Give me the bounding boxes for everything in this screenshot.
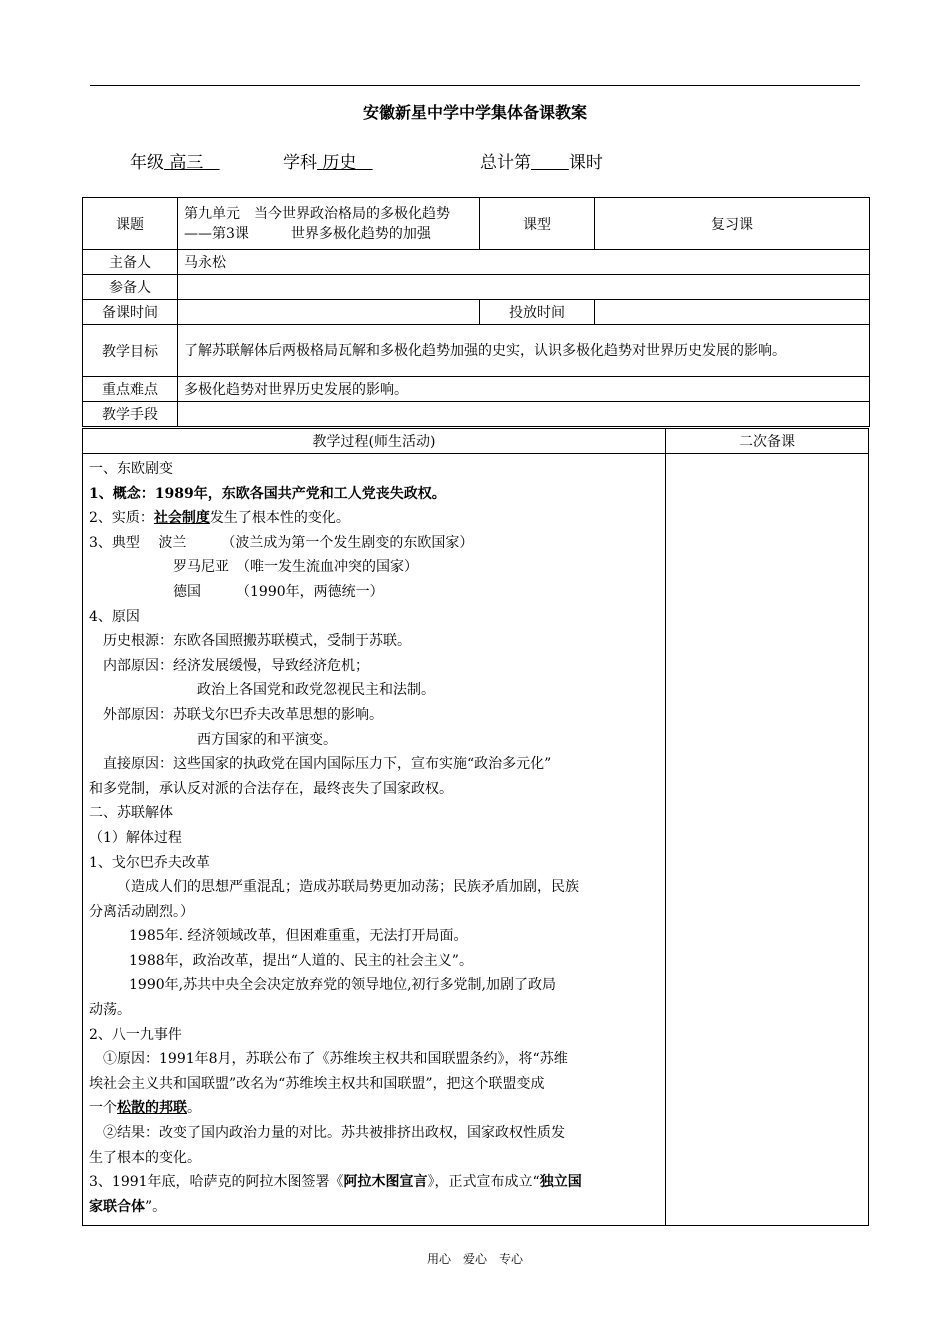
text-line: 一个松散的邦联。 (89, 1100, 201, 1117)
key-points-label: 重点难点 (83, 377, 178, 402)
prep-time-value (178, 300, 480, 325)
column-divider (665, 429, 666, 1225)
text-line: 历史根源：东欧各国照搬苏联模式，受制于苏联。 (103, 633, 411, 650)
text-line: 动荡。 (89, 1002, 131, 1019)
page-footer: 用心 爱心 专心 (426, 1252, 523, 1266)
top-rule (90, 85, 860, 86)
text-line: 1990年,苏共中央全会决定放弃党的领导地位,初行多党制,加剧了政局 (129, 977, 556, 994)
section-heading: 二、苏联解体 (89, 805, 173, 822)
subject-field (283, 148, 373, 173)
text-line: 2、实质：社会制度发生了根本性的变化。 (89, 510, 350, 527)
text-line: （造成人们的思想严重混乱；造成苏联局势更加动荡；民族矛盾加剧，民族 (117, 879, 579, 896)
type-label: 课型 (480, 198, 595, 250)
process-header: 教学过程(师生活动) (312, 434, 436, 450)
co-preparer-label: 参备人 (83, 275, 178, 300)
text-line: 和多党制，承认反对派的合法存在，最终丧失了国家政权。 (89, 780, 453, 797)
text-line: 罗马尼亚 （唯一发生流血冲突的国家） (173, 559, 418, 576)
text-line: 直接原因：这些国家的执政党在国内国际压力下，宣布实施“政治多元化” (103, 756, 552, 773)
total-blank (531, 153, 569, 173)
grade-value: 高三 (169, 153, 204, 173)
text-line: 1、戈尔巴乔夫改革 (89, 854, 210, 871)
text-line: ①原因：1991年8月，苏联公布了《苏维埃主权共和国联盟条约》，将“苏维 (103, 1051, 568, 1068)
text-line: 1988年，政治改革，提出“人道的、民主的社会主义”。 (129, 952, 473, 969)
text-line: 1985年. 经济领域改革，但困难重重，无法打开局面。 (129, 928, 468, 945)
header-divider (83, 453, 868, 454)
page-title: 安徽新星中学中学集体备课教案 (362, 103, 587, 122)
subject-label: 学科 (283, 153, 317, 173)
prep-time-label: 备课时间 (83, 300, 178, 325)
co-preparer-value (178, 275, 870, 300)
text-line: 内部原因：经济发展缓慢，导致经济危机； (103, 657, 369, 674)
topic-value: 第九单元 当今世界政治格局的多极化趋势 ——第3课 世界多极化趋势的加强 (178, 198, 480, 250)
lesson-info-table (82, 197, 870, 427)
main-preparer-label: 主备人 (83, 250, 178, 275)
release-time-label: 投放时间 (480, 300, 595, 325)
text-line: 埃社会主义共和国联盟”改名为“苏维埃主权共和国联盟”，把这个联盟变成 (89, 1075, 545, 1092)
subject-value: 历史 (322, 153, 357, 173)
release-time-value (595, 300, 870, 325)
topic-label: 课题 (83, 198, 178, 250)
text-line: 4、原因 (89, 608, 140, 625)
total-field (480, 148, 603, 173)
total-label-prefix: 总计第 (480, 153, 531, 173)
means-label: 教学手段 (83, 402, 178, 427)
text-line: ②结果：改变了国内政治力量的对比。苏共被排挤出政权，国家政权性质发 (103, 1125, 565, 1142)
grade-field (130, 148, 220, 173)
key-points-value: 多极化趋势对世界历史发展的影响。 (178, 377, 870, 402)
process-content (89, 457, 659, 1219)
text-line: 3、1991年底，哈萨克的阿拉木图签署《阿拉木图宣言》，正式宣布成立“独立国 (89, 1174, 582, 1191)
means-value (178, 402, 870, 427)
second-prep-header: 二次备课 (739, 434, 795, 450)
text-line: 德国 （1990年，两德统一） (173, 583, 384, 600)
text-line: 西方国家的和平演变。 (197, 731, 337, 748)
main-preparer-value: 马永松 (178, 250, 870, 275)
text-line: 分离活动剧烈。） (89, 903, 194, 920)
teaching-process-box (82, 428, 869, 1226)
type-value: 复习课 (595, 198, 870, 250)
text-line: 家联合体”。 (89, 1198, 167, 1215)
text-line: 外部原因：苏联戈尔巴乔夫改革思想的影响。 (103, 706, 383, 723)
text-line: 1、概念：1989年，东欧各国共产党和工人党丧失政权。 (89, 485, 446, 502)
text-line: （1）解体过程 (89, 829, 182, 846)
text-line: 政治上各国党和政党忽视民主和法制。 (197, 682, 435, 699)
goal-label: 教学目标 (83, 325, 178, 377)
text-line: 生了根本的变化。 (89, 1149, 201, 1166)
grade-label: 年级 (130, 153, 164, 173)
total-label-suffix: 课时 (568, 153, 603, 173)
goal-value: 了解苏联解体后两极格局瓦解和多极化趋势加强的史实，认识多极化趋势对世界历史发展的影响。 (178, 325, 870, 377)
text-line: 3、典型 波兰 （波兰成为第一个发生剧变的东欧国家） (89, 534, 474, 551)
text-line: 2、八一九事件 (89, 1026, 182, 1043)
section-heading: 一、东欧剧变 (89, 461, 173, 477)
